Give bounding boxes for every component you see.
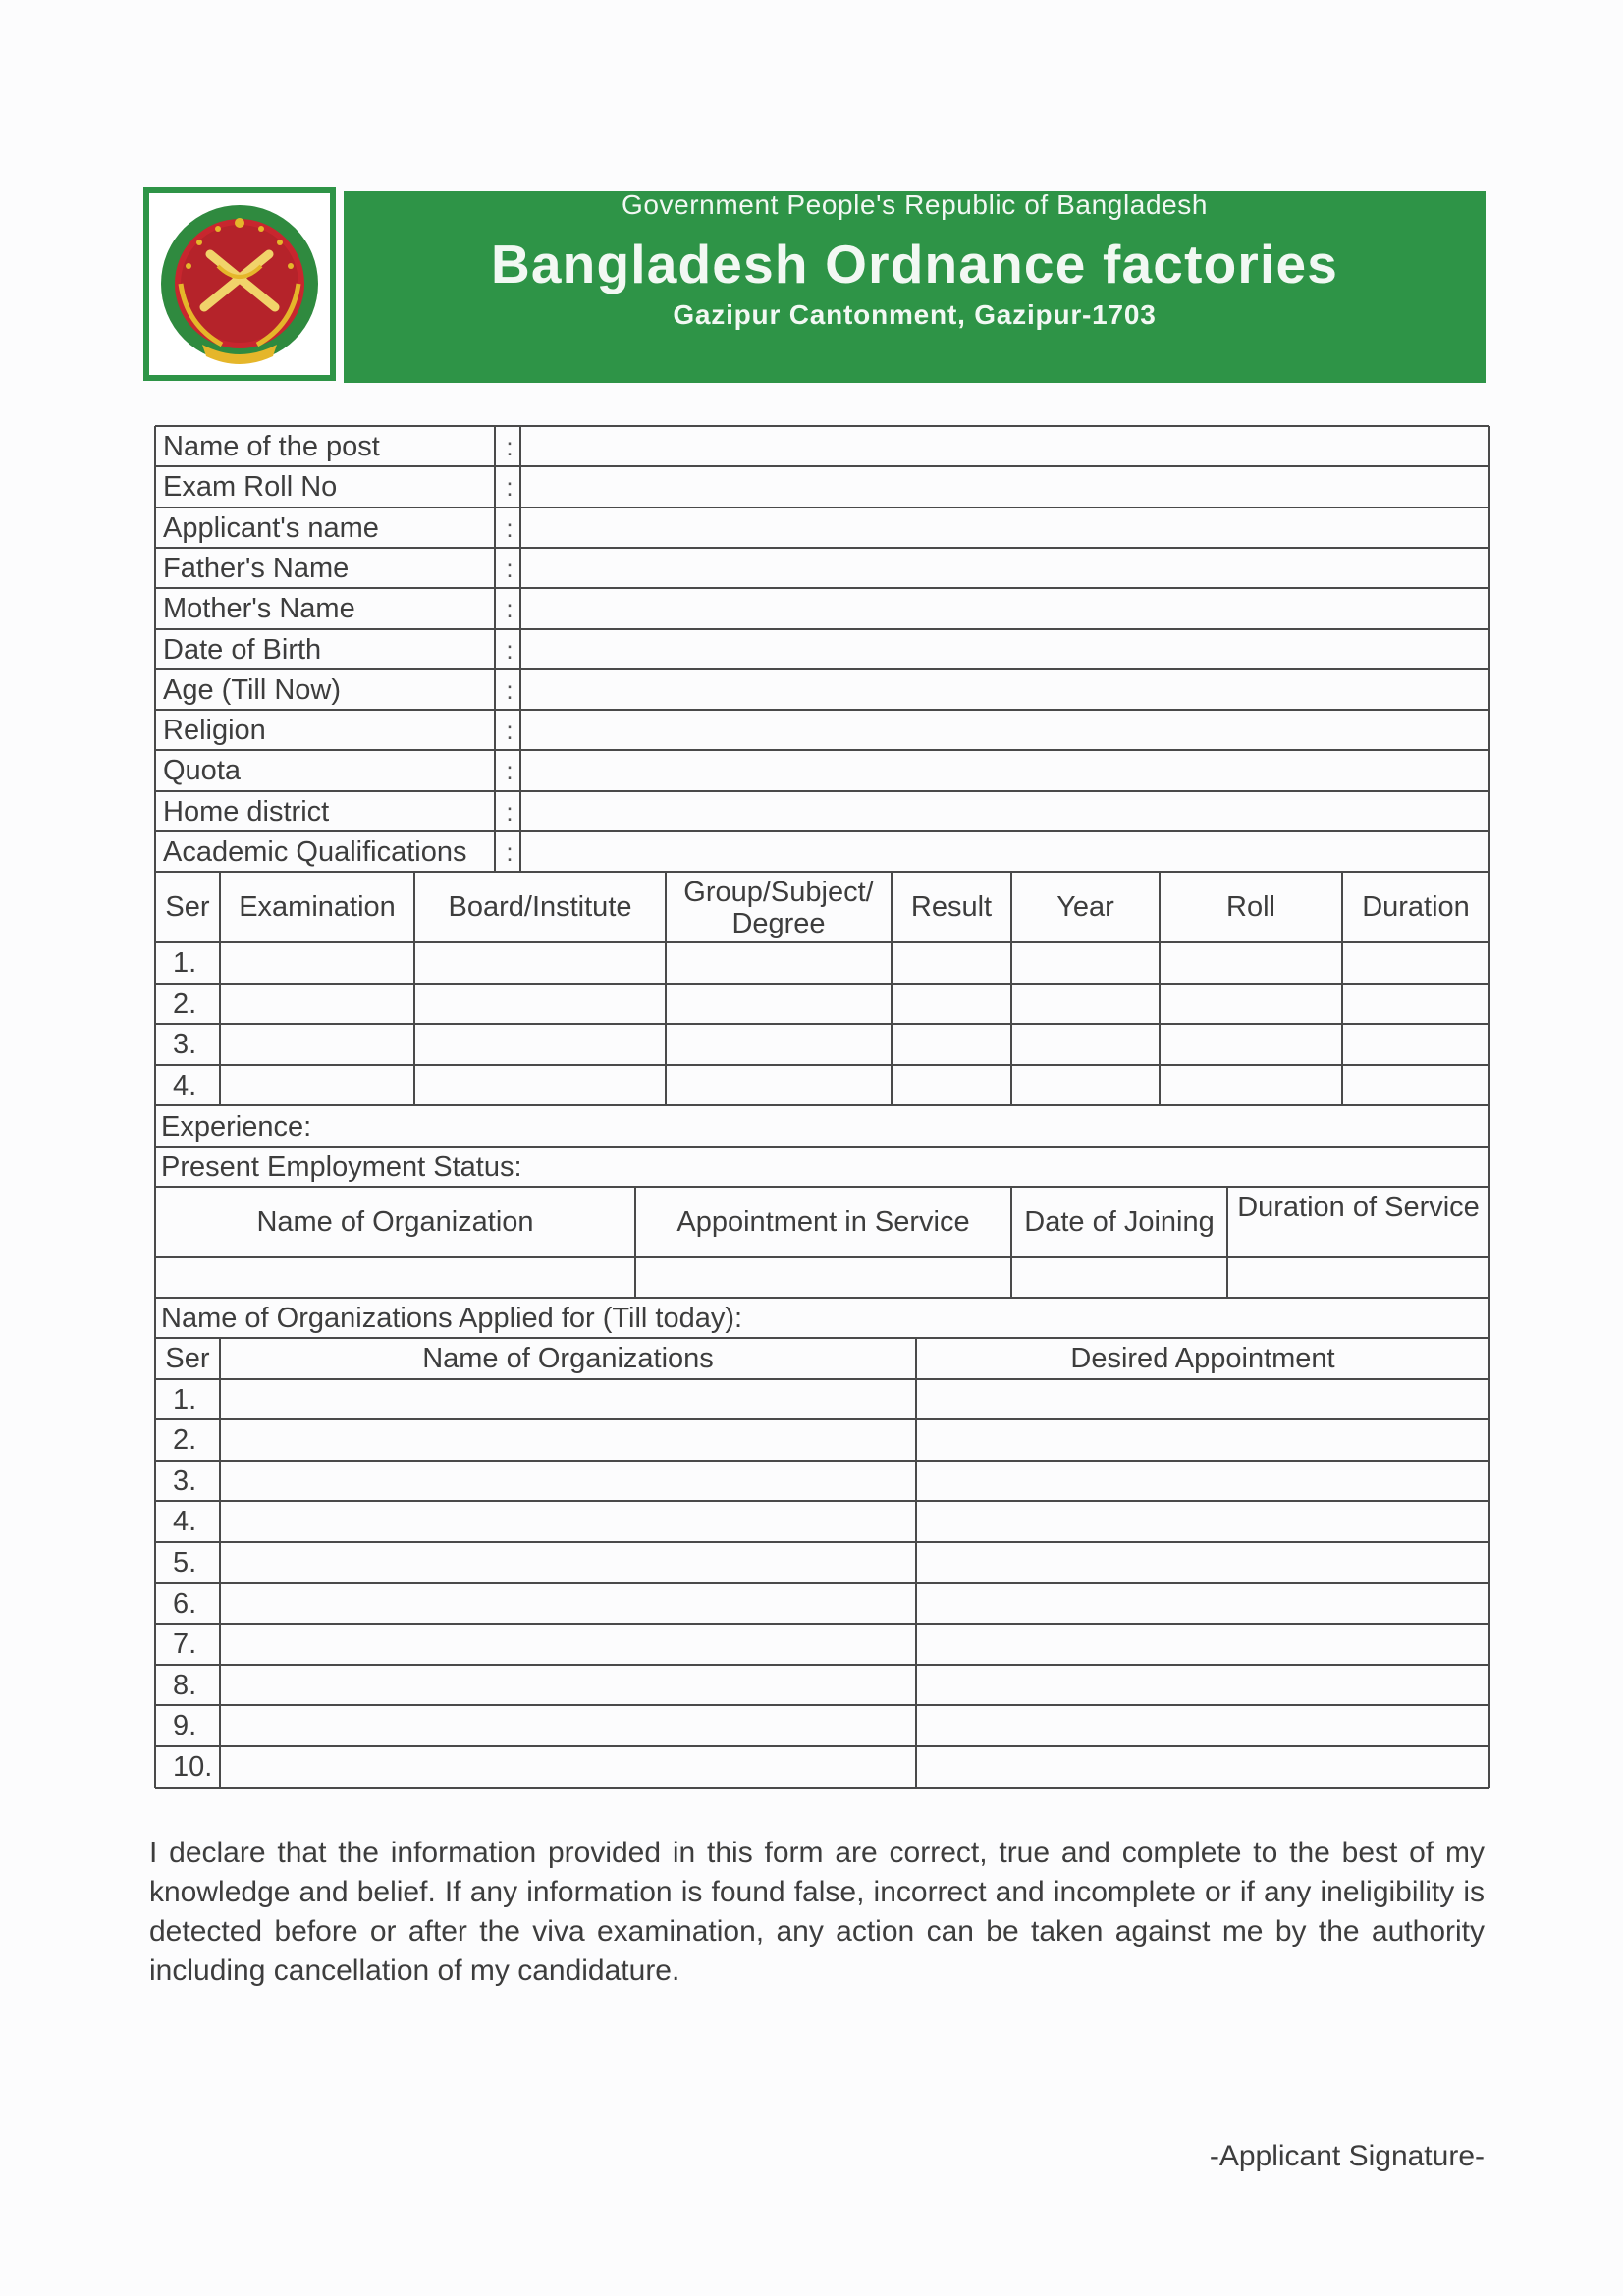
- employment-header-date-of-joining: Date of Joining: [1024, 1206, 1215, 1238]
- applied-serial: 2.: [173, 1424, 197, 1457]
- applied-header-ser: Ser: [165, 1343, 210, 1374]
- applied-serial: 4.: [173, 1506, 197, 1538]
- applied-organization-name-cell[interactable]: [222, 1381, 914, 1418]
- personal-row-line: [155, 790, 1489, 792]
- field-label-home-district: Home district: [163, 795, 330, 828]
- field-colon: :: [506, 796, 514, 827]
- personal-row-line: [155, 830, 1489, 832]
- field-label-exam-roll-no: Exam Roll No: [163, 471, 338, 504]
- employment-column-divider: [1010, 1187, 1012, 1298]
- academic-cell-result[interactable]: [893, 944, 1009, 982]
- academic-header-duration: Duration: [1362, 891, 1470, 924]
- academic-cell-result[interactable]: [893, 1026, 1009, 1063]
- academic-cell-group-subject-degree[interactable]: [668, 1067, 890, 1104]
- field-input-name-of-the-post[interactable]: [522, 428, 1488, 464]
- academic-row-line: [155, 983, 1489, 985]
- academic-cell-group-subject-degree[interactable]: [668, 944, 890, 982]
- academic-cell-result[interactable]: [893, 986, 1009, 1023]
- academic-column-divider: [665, 872, 667, 1105]
- personal-left-border: [154, 426, 156, 872]
- applied-desired-appointment-cell[interactable]: [918, 1503, 1488, 1540]
- applied-row-line: [155, 1787, 1489, 1789]
- academic-cell-group-subject-degree[interactable]: [668, 986, 890, 1023]
- academic-cell-examination[interactable]: [222, 944, 412, 982]
- applied-border: [154, 1338, 156, 1788]
- academic-header-roll: Roll: [1226, 891, 1275, 924]
- personal-row-line: [155, 628, 1489, 630]
- academic-column-divider: [413, 872, 415, 1105]
- applied-row-line: [155, 1541, 1489, 1543]
- personal-row-line: [155, 871, 1489, 873]
- field-colon: :: [506, 553, 514, 583]
- field-colon: :: [506, 472, 514, 503]
- academic-row-line: [155, 1104, 1489, 1106]
- applied-desired-appointment-cell[interactable]: [918, 1667, 1488, 1704]
- applied-organizations-label: Name of Organizations Applied for (Till today):: [161, 1303, 743, 1334]
- field-input-father-s-name[interactable]: [522, 550, 1488, 586]
- applied-border: [1488, 1338, 1490, 1788]
- applied-organization-name-cell[interactable]: [222, 1585, 914, 1623]
- field-label-academic-qualifications: Academic Qualifications: [163, 836, 467, 868]
- academic-cell-year[interactable]: [1013, 986, 1158, 1023]
- field-input-mother-s-name[interactable]: [522, 590, 1488, 626]
- applied-desired-appointment-cell[interactable]: [918, 1585, 1488, 1623]
- personal-row-line: [155, 587, 1489, 589]
- academic-column-divider: [1341, 872, 1343, 1105]
- applied-desired-appointment-cell[interactable]: [918, 1463, 1488, 1500]
- applied-row-line: [155, 1664, 1489, 1666]
- applied-organization-name-cell[interactable]: [222, 1667, 914, 1704]
- personal-row-line: [155, 507, 1489, 508]
- academic-cell-year[interactable]: [1013, 1026, 1158, 1063]
- academic-cell-roll[interactable]: [1162, 986, 1340, 1023]
- personal-row-line: [155, 749, 1489, 751]
- field-input-home-district[interactable]: [522, 793, 1488, 829]
- applied-organization-name-cell[interactable]: [222, 1503, 914, 1540]
- academic-cell-board-institute[interactable]: [416, 944, 664, 982]
- field-colon: :: [506, 594, 514, 624]
- personal-row-line: [155, 465, 1489, 467]
- academic-cell-board-institute[interactable]: [416, 986, 664, 1023]
- declaration-text: I declare that the information provided in this form are correct, true and complete to the best of my knowledge and belief. If any information is found false, incorrect and incomplete or if any ineligibility is detected before or after the viva examination, any action can be taken against me by the authority including cancellation of my candidature.: [149, 1837, 1485, 1987]
- field-label-name-of-the-post: Name of the post: [163, 431, 380, 462]
- academic-header-line: [155, 941, 1489, 943]
- employment-row-line: [155, 1297, 1489, 1299]
- applied-row-line: [155, 1418, 1489, 1420]
- field-colon: :: [506, 432, 514, 461]
- academic-cell-year[interactable]: [1013, 944, 1158, 982]
- academic-cell-year[interactable]: [1013, 1067, 1158, 1104]
- academic-cell-board-institute[interactable]: [416, 1067, 664, 1104]
- applied-desired-appointment-cell[interactable]: [918, 1748, 1488, 1786]
- employment-cell-duration-of-service[interactable]: [1229, 1259, 1488, 1296]
- applied-desired-appointment-cell[interactable]: [918, 1381, 1488, 1418]
- academic-header-year: Year: [1056, 891, 1114, 924]
- academic-serial: 1.: [173, 947, 197, 979]
- applied-organization-name-cell[interactable]: [222, 1707, 914, 1744]
- personal-row-line: [155, 668, 1489, 670]
- academic-header-board-institute: Board/Institute: [448, 891, 632, 924]
- field-colon: :: [506, 674, 514, 705]
- field-label-age-till-now: Age (Till Now): [163, 673, 342, 706]
- applied-desired-appointment-cell[interactable]: [918, 1626, 1488, 1663]
- academic-column-divider: [1159, 872, 1161, 1105]
- field-input-exam-roll-no[interactable]: [522, 468, 1488, 505]
- academic-cell-duration[interactable]: [1344, 986, 1488, 1023]
- field-colon: :: [506, 756, 514, 786]
- employment-header-duration-of-service: Duration of Service: [1237, 1192, 1480, 1223]
- academic-row-line: [155, 1064, 1489, 1066]
- academic-cell-duration[interactable]: [1344, 1067, 1488, 1104]
- employment-header-appointment-in-service: Appointment in Service: [676, 1206, 970, 1238]
- academic-cell-roll[interactable]: [1162, 1067, 1340, 1104]
- field-label-quota: Quota: [163, 755, 241, 787]
- academic-header-ser: Ser: [165, 891, 210, 924]
- academic-cell-result[interactable]: [893, 1067, 1009, 1104]
- applied-organization-name-cell[interactable]: [222, 1748, 914, 1786]
- applied-row-line: [155, 1704, 1489, 1706]
- employment-label-line: [155, 1186, 1489, 1188]
- applied-organization-name-cell[interactable]: [222, 1463, 914, 1500]
- applied-row-line: [155, 1460, 1489, 1462]
- applied-serial: 7.: [173, 1629, 197, 1661]
- academic-serial: 4.: [173, 1069, 197, 1101]
- employment-cell-appointment-in-service[interactable]: [637, 1259, 1009, 1296]
- experience-border: [154, 1105, 156, 1187]
- applied-desired-appointment-cell[interactable]: [918, 1421, 1488, 1459]
- academic-cell-group-subject-degree[interactable]: [668, 1026, 890, 1063]
- applied-label-line: [155, 1337, 1489, 1339]
- academic-cell-examination[interactable]: [222, 1067, 412, 1104]
- applied-organization-name-cell[interactable]: [222, 1421, 914, 1459]
- personal-right-border: [1488, 426, 1490, 872]
- employment-cell-name-of-organization[interactable]: [157, 1259, 633, 1296]
- field-input-date-of-birth[interactable]: [522, 631, 1488, 667]
- field-label-applicant-s-name: Applicant's name: [163, 511, 379, 544]
- employment-column-divider: [634, 1187, 636, 1298]
- academic-row-line: [155, 1023, 1489, 1025]
- applied-border: [154, 1298, 156, 1338]
- applied-desired-appointment-cell[interactable]: [918, 1544, 1488, 1581]
- personal-row-line: [155, 547, 1489, 549]
- academic-serial: 3.: [173, 1029, 197, 1060]
- academic-border: [154, 872, 156, 1105]
- field-colon: :: [506, 634, 514, 665]
- academic-header-examination: Examination: [239, 891, 396, 924]
- field-label-date-of-birth: Date of Birth: [163, 633, 322, 666]
- academic-cell-examination[interactable]: [222, 986, 412, 1023]
- field-label-religion: Religion: [163, 715, 266, 747]
- academic-column-divider: [219, 872, 221, 1105]
- employment-header-line: [155, 1256, 1489, 1258]
- field-label-father-s-name: Father's Name: [163, 552, 350, 584]
- academic-cell-roll[interactable]: [1162, 1026, 1340, 1063]
- academic-cell-duration[interactable]: [1344, 944, 1488, 982]
- applied-serial: 5.: [173, 1547, 197, 1578]
- academic-serial: 2.: [173, 988, 197, 1020]
- applied-row-line: [155, 1500, 1489, 1502]
- present-employment-label: Present Employment Status:: [161, 1151, 522, 1183]
- personal-row-line: [155, 425, 1489, 427]
- academic-cell-examination[interactable]: [222, 1026, 412, 1063]
- applicant-signature-label: -Applicant Signature-: [1209, 2140, 1485, 2172]
- employment-border: [154, 1187, 156, 1298]
- applied-serial: 1.: [173, 1383, 197, 1415]
- field-colon: :: [506, 716, 514, 746]
- academic-header-result: Result: [910, 891, 993, 924]
- field-input-applicant-s-name[interactable]: [522, 509, 1488, 546]
- academic-header-group-subject-degree: Group/Subject/ Degree: [683, 877, 874, 940]
- field-input-quota[interactable]: [522, 752, 1488, 788]
- academic-column-divider: [891, 872, 893, 1105]
- applied-border: [1488, 1298, 1490, 1338]
- academic-cell-board-institute[interactable]: [416, 1026, 664, 1063]
- government-line: Government People's Republic of Bangladesh: [621, 189, 1209, 220]
- academic-cell-roll[interactable]: [1162, 944, 1340, 982]
- applied-serial: 3.: [173, 1465, 197, 1497]
- field-label-mother-s-name: Mother's Name: [163, 593, 355, 625]
- applied-header-line: [155, 1378, 1489, 1380]
- applied-column-divider: [915, 1338, 917, 1788]
- field-colon: :: [506, 512, 514, 543]
- employment-border: [1488, 1187, 1490, 1298]
- applied-row-line: [155, 1582, 1489, 1584]
- employment-column-divider: [1226, 1187, 1228, 1298]
- academic-column-divider: [1010, 872, 1012, 1105]
- applied-serial: 8.: [173, 1669, 197, 1701]
- academic-cell-duration[interactable]: [1344, 1026, 1488, 1063]
- organization-title: Bangladesh Ordnance factories: [490, 234, 1339, 294]
- employment-header-name-of-organization: Name of Organization: [256, 1206, 534, 1238]
- applied-serial: 6.: [173, 1587, 197, 1620]
- experience-label: Experience:: [161, 1111, 312, 1143]
- applied-row-line: [155, 1623, 1489, 1625]
- experience-border: [1488, 1105, 1490, 1187]
- field-input-religion[interactable]: [522, 712, 1488, 748]
- applied-serial: 10.: [173, 1751, 213, 1783]
- field-colon: :: [506, 837, 514, 867]
- experience-line: [155, 1146, 1489, 1148]
- applied-organization-name-cell[interactable]: [222, 1544, 914, 1581]
- employment-cell-date-of-joining[interactable]: [1013, 1259, 1225, 1296]
- applied-desired-appointment-cell[interactable]: [918, 1707, 1488, 1744]
- applied-serial: 9.: [173, 1710, 197, 1742]
- applied-header-name-of-organizations: Name of Organizations: [422, 1343, 714, 1374]
- applied-header-desired-appointment: Desired Appointment: [1070, 1343, 1335, 1374]
- applied-column-divider: [219, 1338, 221, 1788]
- field-input-age-till-now[interactable]: [522, 671, 1488, 708]
- applied-row-line: [155, 1745, 1489, 1747]
- organization-address: Gazipur Cantonment, Gazipur-1703: [673, 299, 1157, 330]
- applied-organization-name-cell[interactable]: [222, 1626, 914, 1663]
- personal-row-line: [155, 709, 1489, 711]
- academic-border: [1488, 872, 1490, 1105]
